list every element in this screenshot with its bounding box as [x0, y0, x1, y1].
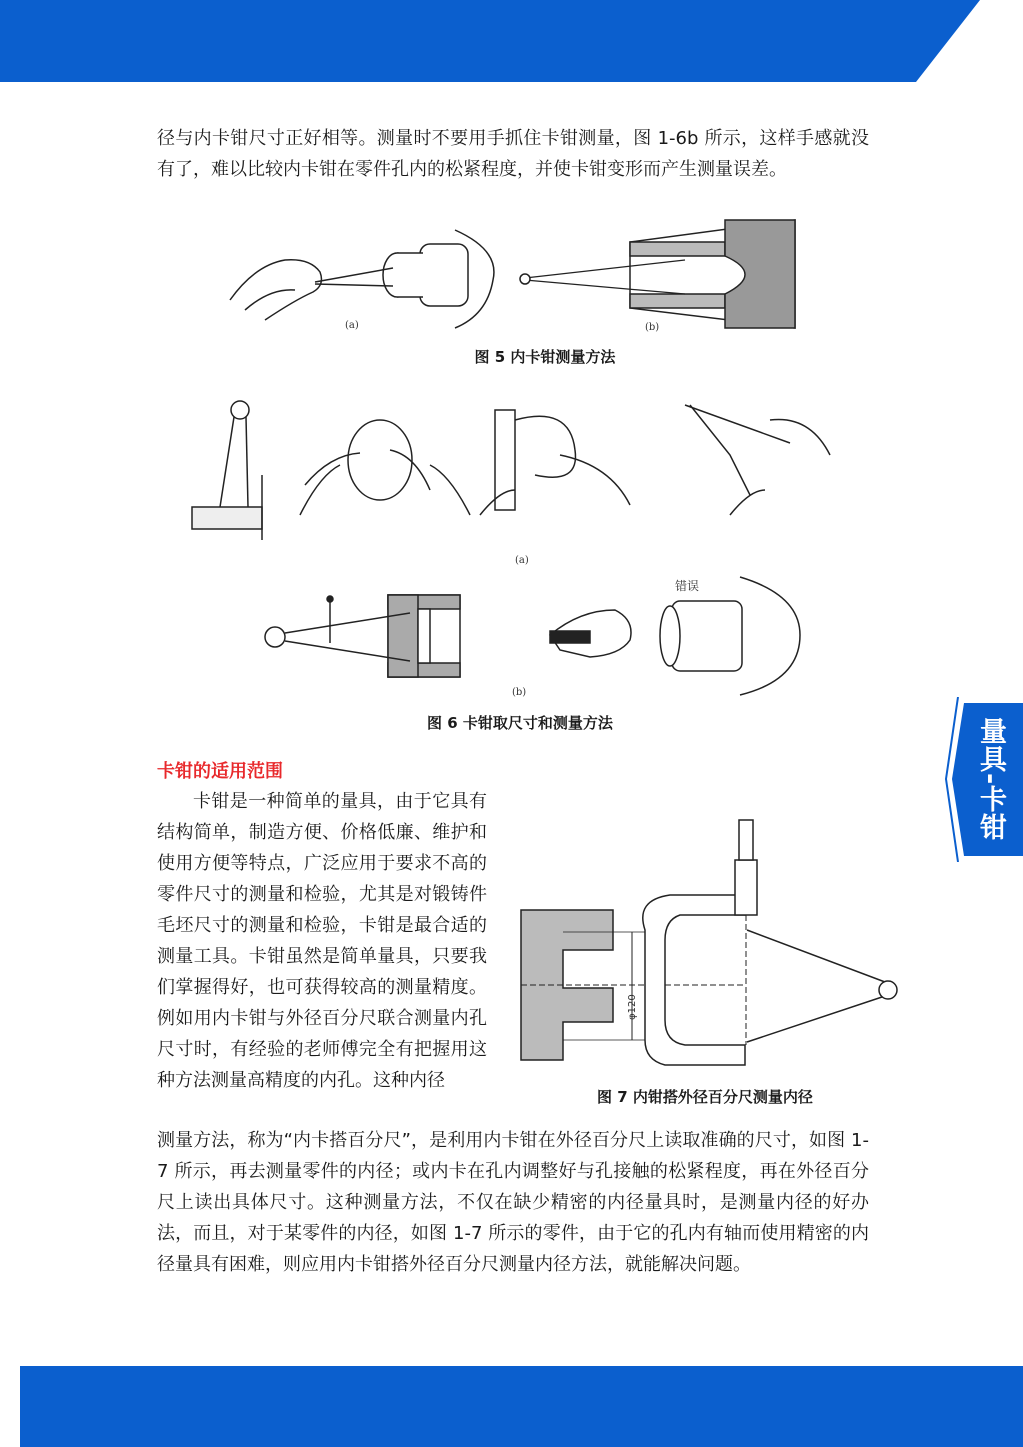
side-tab-label: 量具-卡钳: [975, 717, 1006, 842]
intro-paragraph: 径与内卡钳尺寸正好相等。测量时不要用手抓住卡钳测量，图 1-6b 所示，这样手感就没有了，难以比较内卡钳在零件孔内的松紧程度，并使卡钳变形而产生测量误差。: [157, 128, 869, 180]
figure-6b-illustration: [265, 577, 800, 695]
figure-6a-illustration: [192, 401, 830, 540]
bottom-banner: [20, 1366, 1023, 1447]
figure-5: [225, 210, 805, 340]
top-banner: [0, 0, 1023, 82]
figure-5-label-a: (a): [345, 320, 359, 331]
figure-6-caption: 图 6 卡钳取尺寸和测量方法: [427, 714, 613, 732]
figure-5a-illustration: [230, 230, 494, 328]
figure-6-label-wrong: 错误: [675, 579, 700, 593]
figure-5-label-b: (b): [645, 322, 660, 333]
figure-7-caption: 图 7 内钳搭外径百分尺测量内径: [597, 1088, 813, 1106]
figure-7-illustration: [521, 820, 897, 1065]
figure-5-caption: 图 5 内卡钳测量方法: [474, 348, 616, 366]
figure-6-label-b: (b): [512, 687, 527, 698]
figure-6: [190, 395, 840, 700]
tail-paragraph: 测量方法，称为“内卡搭百分尺”，是利用内卡钳在外径百分尺上读取准确的尺寸，如图 1-7 所示，再去测量零件的内径；或内卡在孔内调整好与孔接触的松紧程度，再在外径百分尺上读出具体尺寸。这种测量方法，不仅在缺少精密的内径量具时，是测量内径的好办法，而且，对于某零件的内径，如图 1-7 所示的零件，由于它的孔内有轴而使用精密的内径量具有困难，则应用内卡钳搭外径百分尺测量内径方法，就能解决问题。: [157, 1130, 869, 1275]
figure-5b-illustration: [520, 220, 795, 328]
figure-6-label-a: (a): [515, 555, 529, 566]
figure-7: [515, 810, 910, 1080]
wrap-paragraph: 卡钳是一种简单的量具，由于它具有结构简单，制造方便、价格低廉、维护和使用方便等特点，广泛应用于要求不高的零件尺寸的测量和检验，尤其是对锻铸件毛坯尺寸的测量和检验，卡钳是最合适的测量工具。卡钳虽然是简单量具，只要我们掌握得好，也可获得较高的测量精度。例如用内卡钳与外径百分尺联合测量内孔尺寸时，有经验的老师傅完全有把握用这种方法测量高精度的内孔。这种内径: [157, 791, 487, 1091]
section-heading: 卡钳的适用范围: [157, 761, 283, 782]
figure-7-dimension: φ120: [627, 994, 638, 1020]
